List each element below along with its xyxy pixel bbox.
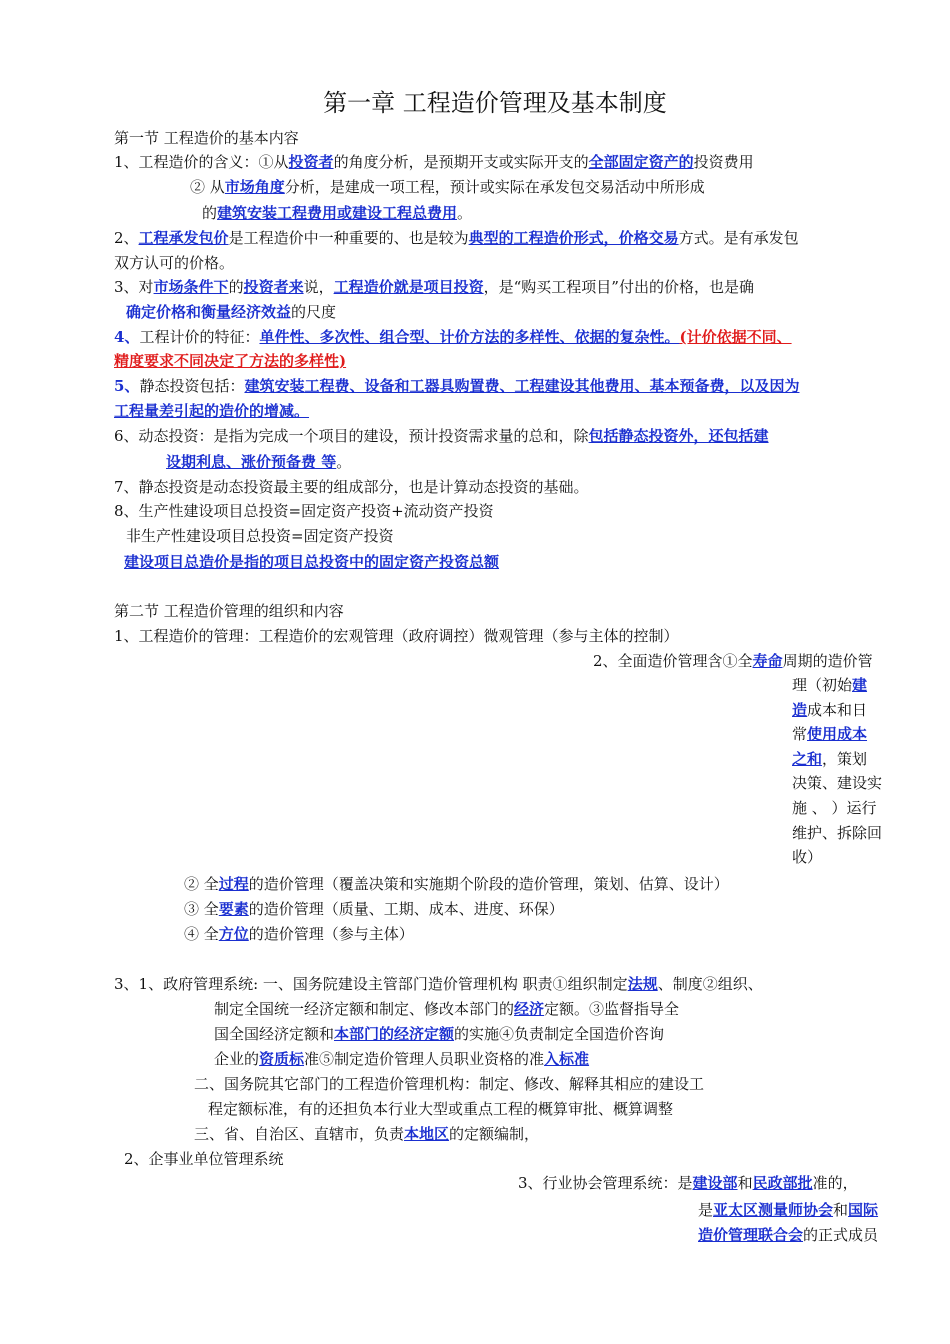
text: 的造价管理（覆盖决策和实施期个阶段的造价管理，策划、估算、设计） (248, 875, 729, 893)
s2-item-3-line-2 (214, 999, 679, 1019)
text: 的角度分析，是预期开支或实际开支的 (333, 153, 589, 171)
link-contract-price[interactable]: 工程承发包价 (138, 229, 229, 247)
link-civil-affairs[interactable]: 民政部批 (752, 1174, 813, 1192)
item-1-line-3 (202, 203, 472, 223)
item-2-line-1 (114, 228, 799, 248)
s2-item-3-line-6: 程定额标准，有的还担负本行业大型或重点工程的概算审批、概算调整 (208, 1100, 674, 1118)
item-1-line-2 (190, 177, 705, 197)
link-entry-standard[interactable]: 入标准 (544, 1050, 590, 1068)
link-process[interactable]: 过程 (218, 875, 249, 893)
text: ，策划决策、建设实 施 、 ）运行维护、拆除回收） (792, 749, 883, 867)
link-dynamic-investment[interactable]: 包括静态投资外，还包括建 (588, 427, 769, 445)
text: 国全国经济定额和 (214, 1025, 335, 1043)
link-orientation[interactable]: 方位 (218, 925, 249, 943)
link-project-investment[interactable]: 工程造价就是项目投资 (333, 278, 484, 296)
text: 的 (228, 278, 244, 296)
text: ，是“购买工程项目”付出的价格，也是确 (483, 278, 754, 296)
text: 是工程造价中一种重要的、也是较为 (228, 229, 469, 247)
link-dynamic-investment-2[interactable]: 设期利息、涨价预备费 等 (166, 453, 337, 471)
link-lifecycle[interactable]: 寿命 (752, 652, 783, 670)
text: 分析，是建成一项工程，预计或实际在承发包交易活动中所形成 (284, 178, 705, 196)
s2-item-3-narrow-block (698, 1198, 884, 1247)
link-static-investment[interactable]: 建筑安装工程费、设备和工器具购置费、工程建设其他费用、基本预备费，以及因为 (244, 377, 800, 395)
link-icec[interactable]: 国际造价管理联合会 (698, 1201, 879, 1244)
s2-item-2-elements (184, 899, 564, 919)
s2-item-1: 1、工程造价的管理：工程造价的宏观管理（政府调控）微观管理（参与主体的控制） (114, 627, 679, 645)
item-4-line-2 (114, 351, 346, 371)
text: 准⑤制定造价管理人员职业资格的准 (304, 1050, 545, 1068)
s2-item-2-process (184, 874, 729, 894)
link-features[interactable]: 单件性、多次性、组合型、计价方法的多样性、依据的复杂性。 (259, 328, 680, 346)
item-8-line-1: 8、生产性建设项目总投资=固定资产投资+流动资产投资 (114, 502, 494, 520)
item-2-line-2: 双方认可的价格。 (114, 254, 235, 272)
text: 6、动态投资：是指为完成一个项目的建设，预计投资需求量的总和，除 (114, 427, 589, 445)
item-7: 7、静态投资是动态投资最主要的组成部分，也是计算动态投资的基础。 (114, 478, 589, 496)
text: ② 从 (190, 178, 225, 196)
text: 静态投资包括： (139, 377, 245, 395)
text: 和 (737, 1174, 753, 1192)
red-note: (计价依据不同、 (679, 328, 792, 346)
item-8-line-2: 非生产性建设项目总投资=固定资产投资 (126, 527, 394, 545)
text: 是 (698, 1201, 714, 1219)
text: 企业的 (214, 1050, 260, 1068)
s2-item-3-line-1 (114, 974, 763, 994)
text: 工程计价的特征： (139, 328, 260, 346)
red-note: 精度要求不同决定了方法的多样性) (114, 352, 347, 370)
s2-item-3-line-7 (194, 1124, 539, 1144)
text: 理（初始 (792, 676, 853, 694)
link-dept-quota[interactable]: 本部门的经济定额 (334, 1025, 455, 1043)
link-market-angle[interactable]: 市场角度 (224, 178, 285, 196)
s2-item-2-narrow-block (792, 673, 882, 870)
link-fixed-assets[interactable]: 全部固定资产的 (588, 153, 694, 171)
link-local-area[interactable]: 本地区 (404, 1125, 450, 1143)
text: 三、省、自治区、直辖市，负责 (194, 1125, 405, 1143)
page-title: 第一章 工程造价管理及基本制度 (323, 89, 667, 117)
text: 2、 (114, 229, 139, 247)
text: ④ 全 (184, 925, 219, 943)
text: 的定额编制， (449, 1125, 540, 1143)
item-1-line-1 (114, 152, 754, 172)
emphasis-text: 确定价格和衡量经济效益 (126, 303, 292, 321)
s2-item-2-orientation (184, 924, 414, 944)
text: 周期的造价管 (782, 652, 873, 670)
item-3-line-2 (126, 302, 336, 322)
text: 的尺度 (291, 303, 337, 321)
text: 制定全国统一经济定额和制定、修改本部门的 (214, 1000, 515, 1018)
item-number: 5、 (114, 377, 140, 395)
text: 和 (833, 1201, 849, 1219)
link-market-conditions[interactable]: 市场条件下 (153, 278, 229, 296)
link-paqs[interactable]: 亚太区测量师协会 (713, 1201, 834, 1219)
link-qualification[interactable]: 资质标 (259, 1050, 305, 1068)
text: 。 (336, 453, 352, 471)
text: 方式。是有承发包 (678, 229, 799, 247)
text: 的实施④负责制定全国造价咨询 (454, 1025, 665, 1043)
link-investor-2[interactable]: 投资者来 (243, 278, 304, 296)
link-construction[interactable]: 建造 (792, 676, 868, 719)
text: ② 全 (184, 875, 219, 893)
text: 的正式成员 (803, 1225, 879, 1244)
link-usage-cost[interactable]: 使用成本之和 (792, 725, 868, 768)
text: 准的， (812, 1174, 858, 1192)
text: 3、对 (114, 278, 154, 296)
text: ③ 全 (184, 900, 219, 918)
item-3-line-1 (114, 277, 754, 297)
section-1-heading: 第一节 工程造价的基本内容 (114, 129, 299, 147)
link-regulations[interactable]: 法规 (627, 975, 658, 993)
text: 的造价管理（参与主体） (248, 925, 414, 943)
item-5-line-2 (114, 401, 309, 421)
link-elements[interactable]: 要素 (218, 900, 249, 918)
text: 。 (457, 204, 473, 222)
text: 定额。③监督指导全 (544, 1000, 680, 1018)
s2-item-3-line-8: 2、企事业单位管理系统 (124, 1150, 284, 1168)
item-6-line-2 (166, 452, 351, 472)
text: 的 (202, 204, 218, 222)
text: 3、行业协会管理系统：是 (518, 1174, 693, 1192)
text: 、制度②组织、 (657, 975, 763, 993)
text: 2、全面造价管理含①全 (593, 652, 753, 670)
s2-item-3-line-9 (518, 1173, 858, 1193)
link-static-investment-2[interactable]: 工程量差引起的造价的增减。 (114, 402, 310, 420)
section-2-heading: 第二节 工程造价管理的组织和内容 (114, 602, 344, 620)
text: 说， (303, 278, 334, 296)
link-install-cost[interactable]: 建筑安装工程费用或建设工程总费用 (217, 204, 458, 222)
item-8-line-3 (124, 552, 499, 572)
s2-item-3-line-5: 二、国务院其它部门的工程造价管理机构：制定、修改、解释其相应的建设工 (194, 1075, 705, 1093)
s2-item-2-line-1 (593, 651, 873, 671)
text: 的造价管理（质量、工期、成本、进度、环保） (248, 900, 564, 918)
link-ministry-construction[interactable]: 建设部 (692, 1174, 738, 1192)
link-investor[interactable]: 投资者 (288, 153, 334, 171)
text: 成本和日常 (792, 700, 868, 744)
item-6-line-1 (114, 426, 769, 446)
item-5-line-1 (114, 376, 799, 396)
item-4-line-1 (114, 327, 792, 347)
text: 投资费用 (693, 153, 754, 171)
s2-item-3-line-3 (214, 1024, 664, 1044)
text: 3、1、政府管理系统: 一、国务院建设主管部门造价管理机构 职责①组织制定 (114, 975, 628, 993)
s2-item-3-line-4 (214, 1049, 589, 1069)
link-economic[interactable]: 经济 (514, 1000, 545, 1018)
item-number: 4、 (114, 328, 140, 346)
link-total-cost[interactable]: 建设项目总造价是指的项目总投资中的固定资产投资总额 (124, 553, 500, 571)
link-typical-form[interactable]: 典型的工程造价形式，价格交易 (468, 229, 679, 247)
text: 1、工程造价的含义：①从 (114, 153, 289, 171)
